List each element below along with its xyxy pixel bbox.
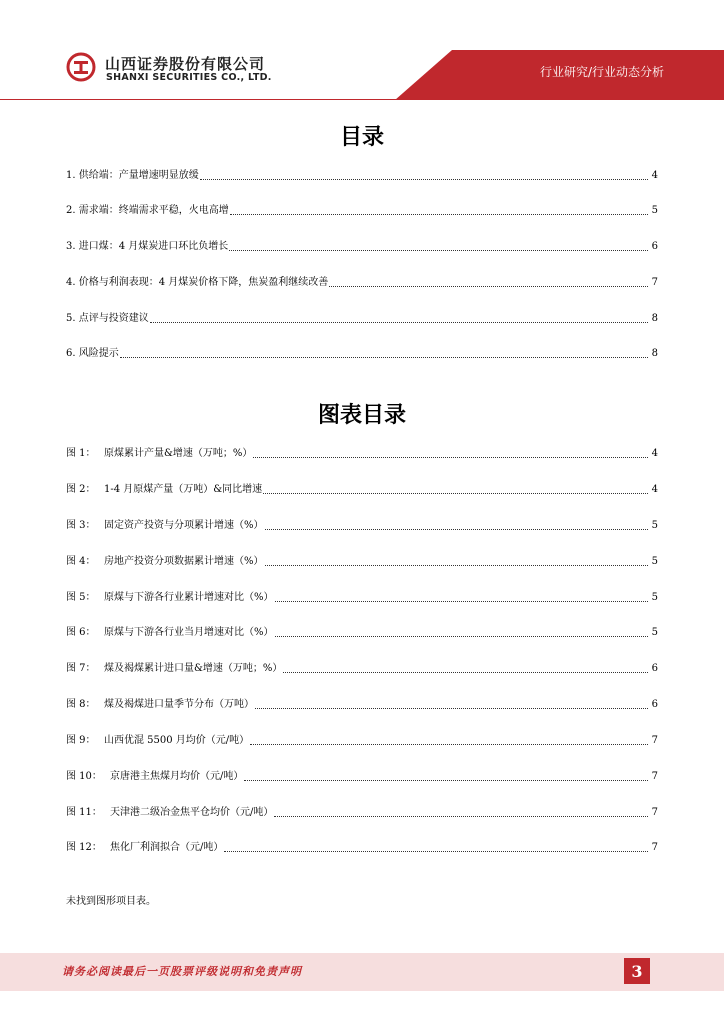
figure-list-item[interactable]	[66, 657, 658, 675]
company-logo-icon	[66, 52, 96, 82]
figure-list-item[interactable]	[66, 442, 658, 460]
toc-item-number: 6.	[66, 348, 76, 359]
toc-item[interactable]	[66, 342, 658, 360]
toc-item-label: 价格与利润表现：4 月煤炭价格下降，焦炭盈利继续改善	[78, 277, 329, 288]
disclaimer-link[interactable]: 请务必阅读最后一页股票评级说明和免责声明	[62, 965, 302, 978]
figure-label: 山西优混 5500 月均价（元/吨）	[104, 735, 250, 746]
figure-page: 7	[651, 771, 658, 782]
figure-label: 固定资产投资与分项累计增速（%）	[104, 520, 264, 531]
figure-number: 图 4：	[66, 556, 96, 567]
toc-leader-dots	[283, 672, 648, 673]
figure-number: 图 10：	[66, 771, 102, 782]
toc-leader-dots	[224, 851, 648, 852]
figure-label: 1-4 月原煤产量（万吨）&同比增速	[104, 484, 263, 495]
toc-leader-dots	[275, 636, 648, 637]
header-red-band	[0, 0, 724, 100]
toc-item-number: 1.	[66, 170, 76, 181]
figure-number: 图 1：	[66, 448, 96, 459]
figure-list-item[interactable]	[66, 586, 658, 604]
toc-item-label: 点评与投资建议	[78, 313, 149, 324]
toc-leader-dots	[229, 250, 648, 251]
figure-page: 5	[651, 592, 658, 603]
toc-leader-dots	[200, 179, 648, 180]
toc-item-label: 供给端：产量增速明显放缓	[78, 170, 199, 181]
toc-item-label: 进口煤：4 月煤炭进口环比负增长	[78, 241, 229, 252]
figure-list-item[interactable]	[66, 765, 658, 783]
toc-leader-dots	[329, 286, 648, 287]
toc-leader-dots	[263, 493, 648, 494]
toc-item-page: 4	[651, 170, 658, 181]
figure-label: 焦化厂利润拟合（元/吨）	[110, 842, 224, 853]
toc-leader-dots	[265, 529, 648, 530]
figure-list-item[interactable]	[66, 729, 658, 747]
toc-item-label: 需求端：终端需求平稳，火电高增	[78, 205, 229, 216]
no-figure-table-note: 未找到图形项目表。	[66, 896, 156, 907]
toc-item-page: 8	[651, 348, 658, 359]
toc-item-number: 3.	[66, 241, 76, 252]
toc-leader-dots	[274, 816, 648, 817]
toc-title: 目录	[339, 125, 384, 150]
figure-number: 图 6：	[66, 627, 96, 638]
toc-item-page: 6	[651, 241, 658, 252]
figure-number: 图 12：	[66, 842, 102, 853]
figure-label: 原煤与下游各行业当月增速对比（%）	[104, 627, 274, 638]
toc-item-page: 7	[651, 277, 658, 288]
figure-page: 4	[651, 448, 658, 459]
page-number: 3	[624, 958, 650, 984]
figure-list-item[interactable]	[66, 514, 658, 532]
figure-label: 京唐港主焦煤月均价（元/吨）	[110, 771, 244, 782]
figures-title: 图表目录	[317, 403, 406, 428]
figure-label: 房地产投资分项数据累计增速（%）	[104, 556, 264, 567]
company-name-en: SHANXI SECURITIES CO., LTD.	[106, 72, 272, 83]
figure-label: 煤及褐煤进口量季节分布（万吨）	[104, 699, 254, 710]
toc-leader-dots	[253, 457, 648, 458]
figure-page: 5	[651, 627, 658, 638]
toc-leader-dots	[275, 601, 648, 602]
figure-list-item[interactable]	[66, 621, 658, 639]
figure-number: 图 8：	[66, 699, 96, 710]
page-header	[0, 0, 724, 100]
figure-number: 图 3：	[66, 520, 96, 531]
toc-item[interactable]	[66, 307, 658, 325]
figure-label: 天津港二级冶金焦平仓均价（元/吨）	[110, 807, 274, 818]
figure-list-item[interactable]	[66, 801, 658, 819]
figure-page: 5	[651, 520, 658, 531]
figure-list-item[interactable]	[66, 478, 658, 496]
figure-page: 6	[651, 699, 658, 710]
figure-page: 6	[651, 663, 658, 674]
figure-page: 7	[651, 735, 658, 746]
toc-leader-dots	[265, 565, 648, 566]
report-category: 行业研究/行业动态分析	[539, 65, 664, 79]
toc-item-number: 4.	[66, 277, 76, 288]
figure-list-item[interactable]	[66, 836, 658, 854]
toc-item-label: 风险提示	[78, 348, 119, 359]
toc-item[interactable]	[66, 235, 658, 253]
toc-item[interactable]	[66, 271, 658, 289]
figure-number: 图 11：	[66, 807, 102, 818]
figure-page: 7	[651, 842, 658, 853]
figure-number: 图 9：	[66, 735, 96, 746]
toc-item[interactable]	[66, 199, 658, 217]
figure-label: 煤及褐煤累计进口量&增速（万吨；%）	[104, 663, 283, 674]
toc-item-number: 2.	[66, 205, 76, 216]
figure-number: 图 5：	[66, 592, 96, 603]
toc-leader-dots	[230, 214, 648, 215]
figure-list-item[interactable]	[66, 693, 658, 711]
toc-leader-dots	[250, 744, 648, 745]
toc-item-page: 8	[651, 313, 658, 324]
toc-leader-dots	[255, 708, 648, 709]
figure-number: 图 7：	[66, 663, 96, 674]
figure-number: 图 2：	[66, 484, 96, 495]
toc-leader-dots	[244, 780, 648, 781]
toc-leader-dots	[150, 322, 648, 323]
figure-page: 5	[651, 556, 658, 567]
figure-list-item[interactable]	[66, 550, 658, 568]
toc-item-page: 5	[651, 205, 658, 216]
toc-item[interactable]	[66, 164, 658, 182]
company-name-cn: 山西证券股份有限公司	[105, 55, 266, 73]
figure-label: 原煤累计产量&增速（万吨；%）	[104, 448, 253, 459]
toc-item-number: 5.	[66, 313, 76, 324]
figure-label: 原煤与下游各行业累计增速对比（%）	[104, 592, 274, 603]
figure-page: 7	[651, 807, 658, 818]
figure-page: 4	[651, 484, 658, 495]
toc-leader-dots	[120, 357, 648, 358]
